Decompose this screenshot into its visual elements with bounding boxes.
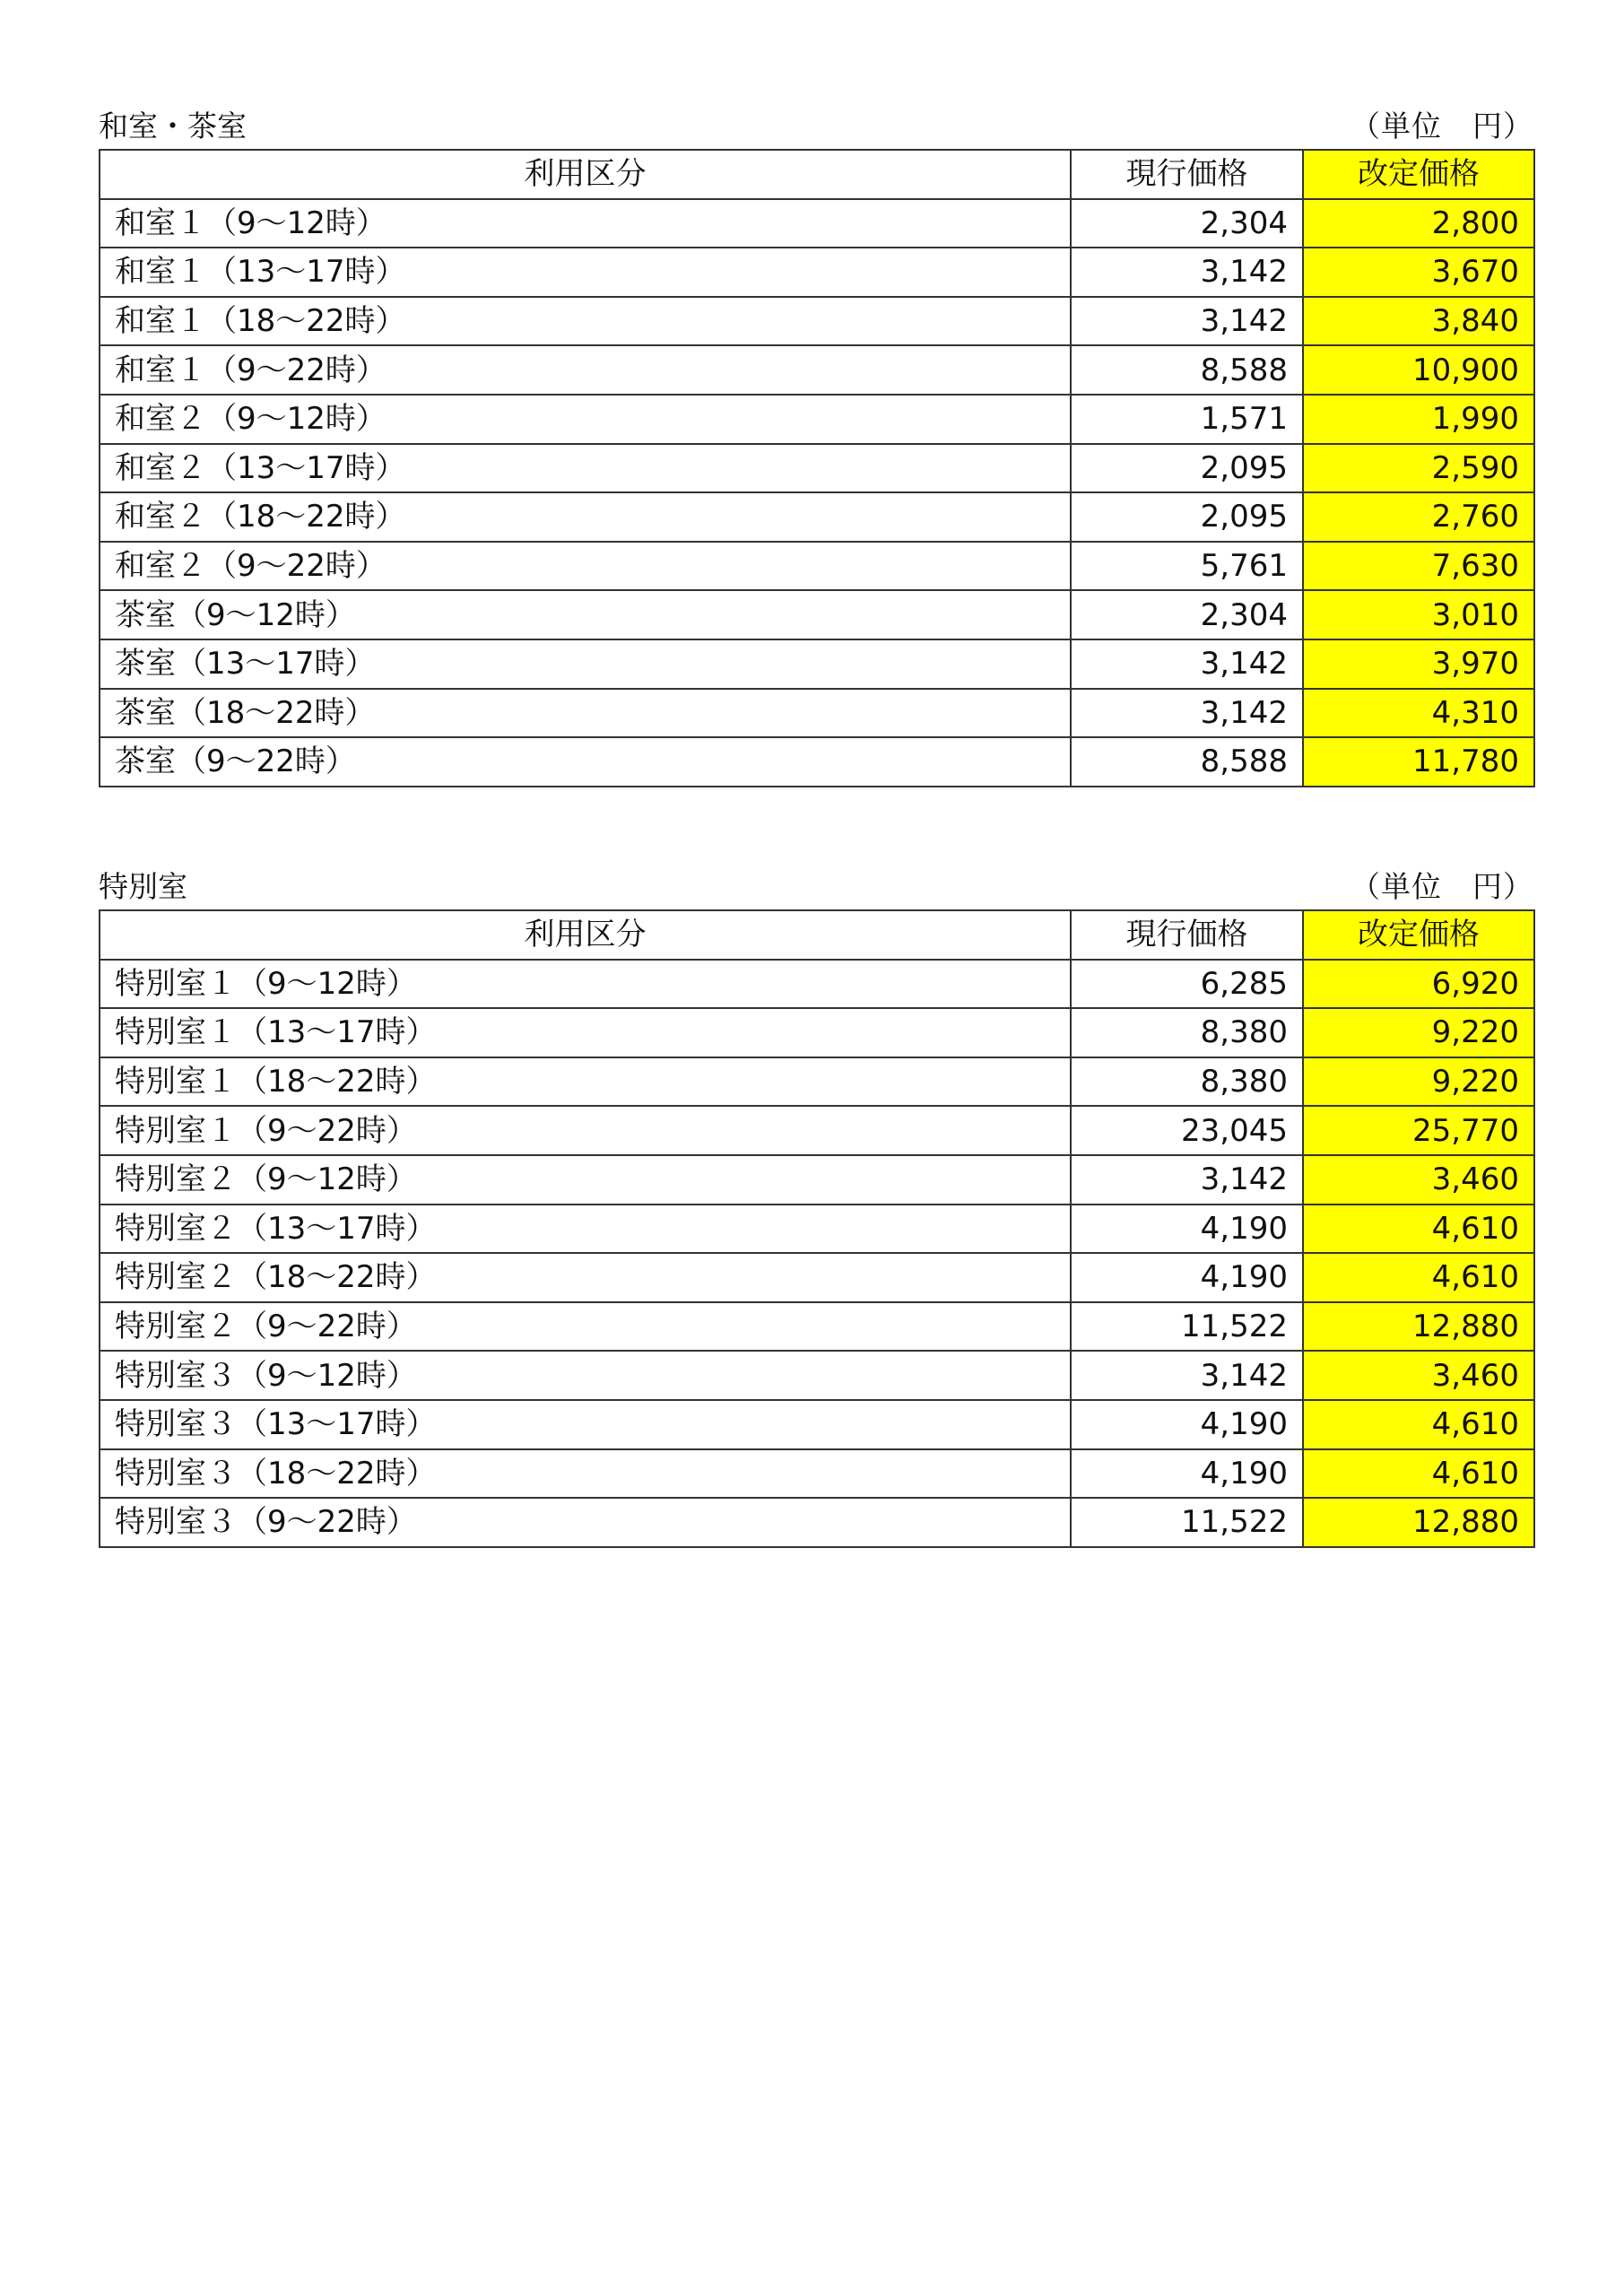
header-revised-price: 改定価格 <box>1303 150 1534 199</box>
row-label: 特別室１（13〜17時） <box>100 1008 1071 1057</box>
table-header-row <box>100 150 1534 199</box>
revised-price-cell: 12,880 <box>1303 1498 1534 1547</box>
table-row <box>100 542 1534 591</box>
revised-price-cell: 4,310 <box>1303 689 1534 738</box>
table-row <box>100 492 1534 542</box>
table-row <box>100 1008 1534 1057</box>
table-row <box>100 1302 1534 1352</box>
revised-price-cell: 3,840 <box>1303 297 1534 346</box>
header-usage-category: 利用区分 <box>100 150 1071 199</box>
revised-price-cell: 12,880 <box>1303 1302 1534 1352</box>
row-label: 和室１（13〜17時） <box>100 248 1071 297</box>
header-current-price: 現行価格 <box>1071 910 1303 960</box>
table-row <box>100 1253 1534 1302</box>
table-row <box>100 1057 1534 1107</box>
section-washitsu-chashitsu <box>99 100 1533 787</box>
table-row <box>100 1449 1534 1499</box>
header-current-price: 現行価格 <box>1071 150 1303 199</box>
current-price-cell: 8,380 <box>1071 1057 1303 1107</box>
section-tokubetsushitsu <box>99 861 1533 1548</box>
row-label: 和室２（9〜22時） <box>100 542 1071 591</box>
current-price-cell: 2,095 <box>1071 444 1303 493</box>
row-label: 和室２（18〜22時） <box>100 492 1071 542</box>
table-body <box>100 960 1534 1547</box>
unit-label: （単位 円） <box>1350 869 1533 904</box>
table-row <box>100 1106 1534 1155</box>
row-label: 茶室（9〜22時） <box>100 737 1071 787</box>
current-price-cell: 3,142 <box>1071 689 1303 738</box>
section-header <box>99 861 1533 909</box>
row-label: 特別室２（9〜22時） <box>100 1302 1071 1352</box>
section-title: 和室・茶室 <box>99 109 247 144</box>
table-row <box>100 737 1534 787</box>
current-price-cell: 4,190 <box>1071 1205 1303 1254</box>
table-row <box>100 1205 1534 1254</box>
current-price-cell: 5,761 <box>1071 542 1303 591</box>
revised-price-cell: 9,220 <box>1303 1057 1534 1107</box>
current-price-cell: 8,588 <box>1071 737 1303 787</box>
current-price-cell: 3,142 <box>1071 1155 1303 1205</box>
revised-price-cell: 1,990 <box>1303 395 1534 444</box>
revised-price-cell: 4,610 <box>1303 1400 1534 1449</box>
revised-price-cell: 3,460 <box>1303 1351 1534 1400</box>
current-price-cell: 6,285 <box>1071 960 1303 1009</box>
row-label: 特別室２（9〜12時） <box>100 1155 1071 1205</box>
table-row <box>100 248 1534 297</box>
price-table <box>99 149 1535 787</box>
row-label: 特別室２（18〜22時） <box>100 1253 1071 1302</box>
row-label: 特別室３（18〜22時） <box>100 1449 1071 1499</box>
revised-price-cell: 4,610 <box>1303 1205 1534 1254</box>
row-label: 特別室２（13〜17時） <box>100 1205 1071 1254</box>
current-price-cell: 4,190 <box>1071 1400 1303 1449</box>
revised-price-cell: 2,800 <box>1303 199 1534 248</box>
current-price-cell: 11,522 <box>1071 1498 1303 1547</box>
section-title: 特別室 <box>99 869 187 904</box>
current-price-cell: 4,190 <box>1071 1449 1303 1499</box>
row-label: 和室１（18〜22時） <box>100 297 1071 346</box>
revised-price-cell: 9,220 <box>1303 1008 1534 1057</box>
row-label: 茶室（9〜12時） <box>100 590 1071 639</box>
current-price-cell: 2,304 <box>1071 199 1303 248</box>
current-price-cell: 3,142 <box>1071 248 1303 297</box>
row-label: 特別室３（9〜22時） <box>100 1498 1071 1547</box>
revised-price-cell: 6,920 <box>1303 960 1534 1009</box>
revised-price-cell: 11,780 <box>1303 737 1534 787</box>
table-row <box>100 639 1534 689</box>
table-row <box>100 297 1534 346</box>
row-label: 特別室３（13〜17時） <box>100 1400 1071 1449</box>
revised-price-cell: 2,760 <box>1303 492 1534 542</box>
revised-price-cell: 2,590 <box>1303 444 1534 493</box>
unit-label: （単位 円） <box>1350 109 1533 144</box>
header-usage-category: 利用区分 <box>100 910 1071 960</box>
revised-price-cell: 7,630 <box>1303 542 1534 591</box>
current-price-cell: 8,588 <box>1071 345 1303 395</box>
table-row <box>100 199 1534 248</box>
current-price-cell: 8,380 <box>1071 1008 1303 1057</box>
revised-price-cell: 10,900 <box>1303 345 1534 395</box>
table-row <box>100 1351 1534 1400</box>
current-price-cell: 3,142 <box>1071 297 1303 346</box>
row-label: 茶室（13〜17時） <box>100 639 1071 689</box>
revised-price-cell: 25,770 <box>1303 1106 1534 1155</box>
table-body <box>100 199 1534 787</box>
table-row <box>100 1155 1534 1205</box>
row-label: 特別室１（9〜22時） <box>100 1106 1071 1155</box>
row-label: 特別室１（9〜12時） <box>100 960 1071 1009</box>
row-label: 和室２（13〜17時） <box>100 444 1071 493</box>
row-label: 特別室３（9〜12時） <box>100 1351 1071 1400</box>
table-row <box>100 960 1534 1009</box>
current-price-cell: 2,095 <box>1071 492 1303 542</box>
revised-price-cell: 4,610 <box>1303 1253 1534 1302</box>
row-label: 和室１（9〜12時） <box>100 199 1071 248</box>
table-row <box>100 689 1534 738</box>
current-price-cell: 2,304 <box>1071 590 1303 639</box>
row-label: 特別室１（18〜22時） <box>100 1057 1071 1107</box>
section-header <box>99 100 1533 149</box>
current-price-cell: 3,142 <box>1071 1351 1303 1400</box>
current-price-cell: 4,190 <box>1071 1253 1303 1302</box>
revised-price-cell: 3,010 <box>1303 590 1534 639</box>
current-price-cell: 1,571 <box>1071 395 1303 444</box>
table-row <box>100 590 1534 639</box>
table-row <box>100 1400 1534 1449</box>
price-table <box>99 909 1535 1548</box>
revised-price-cell: 3,970 <box>1303 639 1534 689</box>
table-row <box>100 1498 1534 1547</box>
revised-price-cell: 4,610 <box>1303 1449 1534 1499</box>
table-header-row <box>100 910 1534 960</box>
row-label: 和室１（9〜22時） <box>100 345 1071 395</box>
table-row <box>100 345 1534 395</box>
current-price-cell: 11,522 <box>1071 1302 1303 1352</box>
current-price-cell: 23,045 <box>1071 1106 1303 1155</box>
revised-price-cell: 3,460 <box>1303 1155 1534 1205</box>
row-label: 茶室（18〜22時） <box>100 689 1071 738</box>
row-label: 和室２（9〜12時） <box>100 395 1071 444</box>
table-row <box>100 444 1534 493</box>
current-price-cell: 3,142 <box>1071 639 1303 689</box>
table-row <box>100 395 1534 444</box>
header-revised-price: 改定価格 <box>1303 910 1534 960</box>
revised-price-cell: 3,670 <box>1303 248 1534 297</box>
